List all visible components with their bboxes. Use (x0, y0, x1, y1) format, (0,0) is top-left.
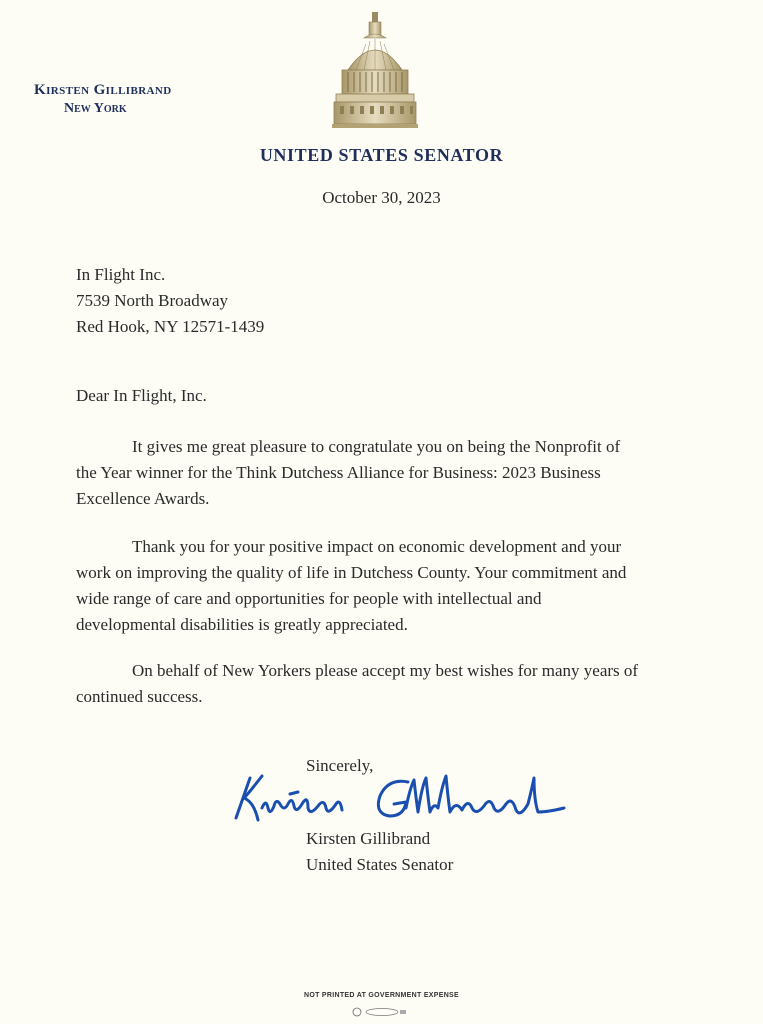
recipient-address (76, 262, 264, 340)
body-paragraph-2 (76, 534, 696, 638)
paragraph-line: developmental disabilities is greatly appreciated. (76, 615, 408, 634)
letter-date: October 30, 2023 (322, 188, 441, 207)
office-title: UNITED STATES SENATOR (259, 145, 504, 165)
sender-state: New York (64, 101, 127, 116)
signer-block (306, 826, 453, 878)
union-label-icon (352, 1007, 408, 1017)
body-paragraph-1 (76, 434, 696, 512)
paragraph-line: On behalf of New Yorkers please accept my best wishes for many years of (132, 661, 639, 680)
signer-title: United States Senator (306, 855, 454, 874)
sender-name: Kirsten Gillibrand (34, 82, 172, 98)
capitol-dome-icon (326, 8, 424, 130)
paragraph-line: Excellence Awards. (76, 489, 210, 508)
paragraph-line: the Year winner for the Think Dutchess Alliance for Business: 2023 Business (76, 463, 601, 482)
paragraph-line: Thank you for your positive impact on economic development and your (132, 537, 622, 556)
paragraph-line: wide range of care and opportunities for people with intellectual and (76, 589, 542, 608)
closing: Sincerely, (306, 756, 374, 775)
letterhead-sender (34, 82, 172, 117)
paragraph-line: continued success. (76, 687, 203, 706)
address-line: In Flight Inc. (76, 265, 166, 284)
address-line: 7539 North Broadway (76, 291, 229, 310)
handwritten-signature (228, 768, 578, 826)
paragraph-line: It gives me great pleasure to congratulate you on being the Nonprofit of (132, 437, 621, 456)
body-paragraph-3 (76, 658, 696, 710)
signer-name: Kirsten Gillibrand (306, 829, 431, 848)
address-line: Red Hook, NY 12571-1439 (76, 317, 265, 336)
footer-notice: NOT PRINTED AT GOVERNMENT EXPENSE (304, 992, 459, 999)
salutation: Dear In Flight, Inc. (76, 386, 207, 405)
paragraph-line: work on improving the quality of life in Dutchess County. Your commitment and (76, 563, 627, 582)
